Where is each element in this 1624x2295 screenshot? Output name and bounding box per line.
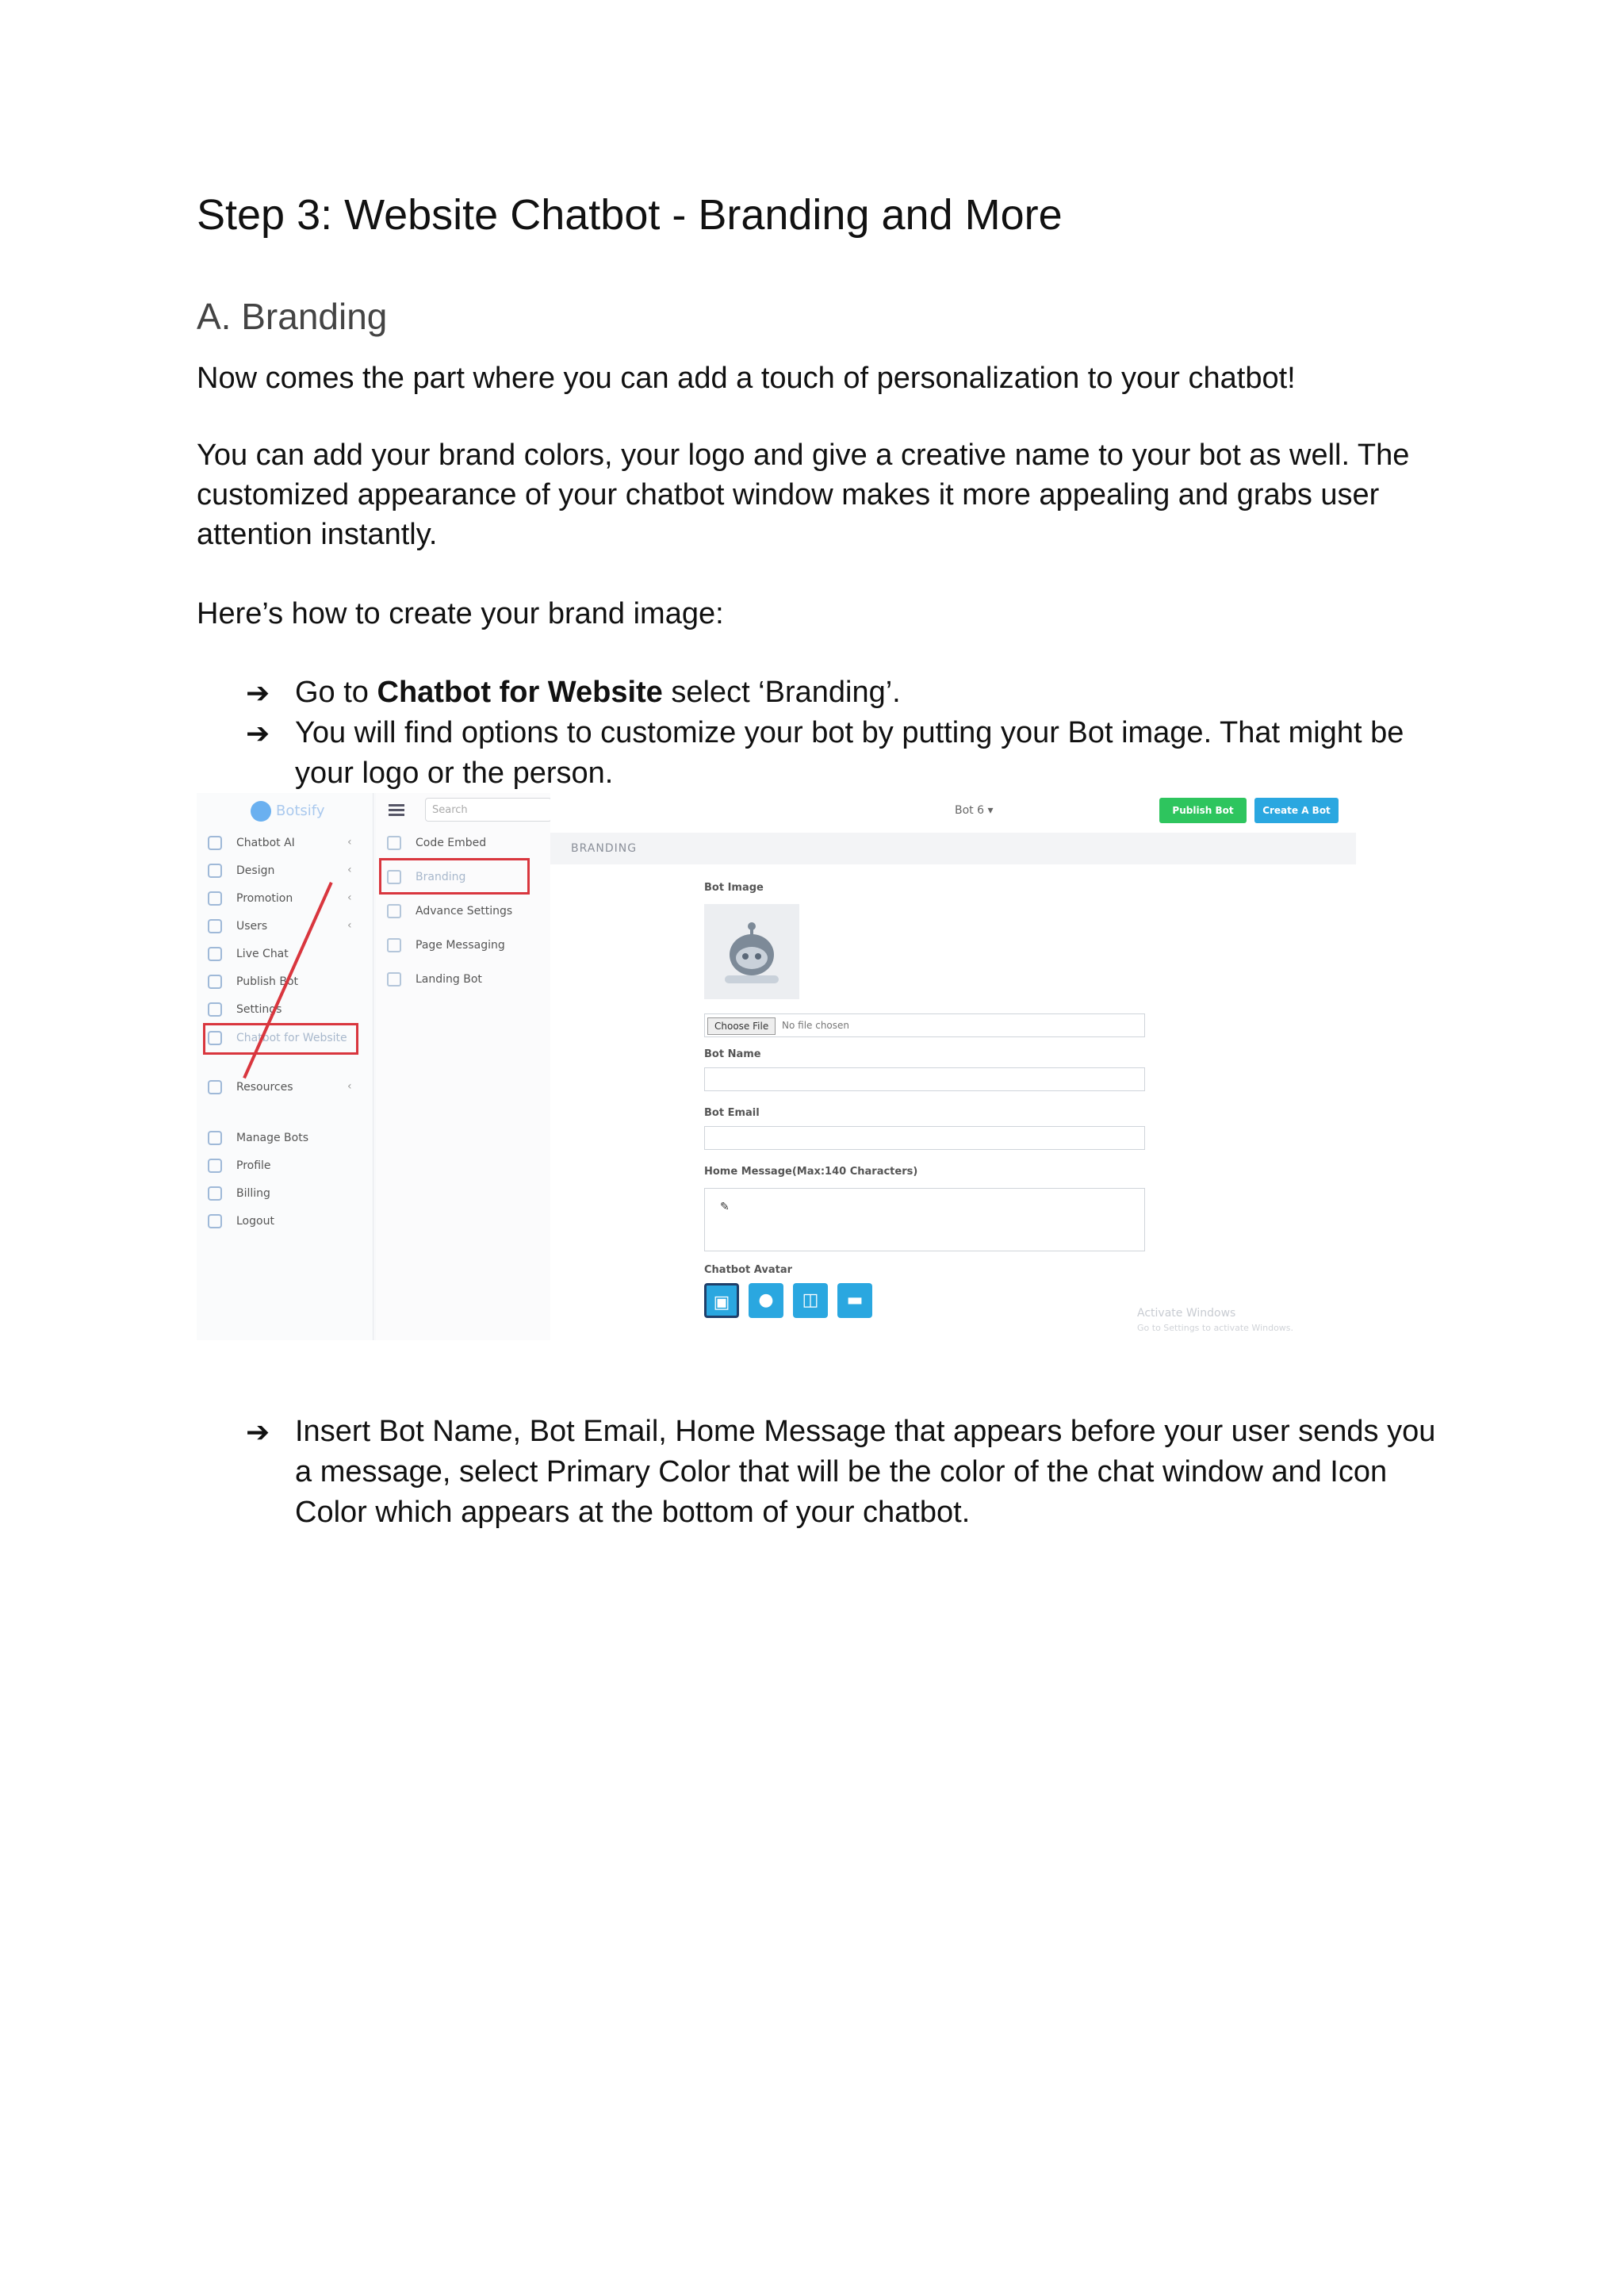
activate-windows-watermark: Activate Windows	[1137, 1307, 1236, 1320]
paragraph-brand-colors: You can add your brand colors, your logo and give a creative name to your bot as well. The customized appearance of your chatbot window makes it more appealing and grabs user attention instantly.	[197, 439, 1410, 551]
arrow-icon: ➔	[246, 676, 270, 709]
billing-icon	[208, 1186, 222, 1201]
settings-icon	[387, 904, 401, 918]
section-heading: A. Branding	[197, 296, 388, 337]
breadcrumb-bar	[550, 833, 1356, 864]
profile-icon	[208, 1159, 222, 1173]
code-icon	[387, 836, 401, 850]
search-input[interactable]: Search	[425, 798, 552, 822]
highlight-chatbot-for-website	[203, 1023, 358, 1055]
avatar-option-message-icon[interactable]: ▬	[837, 1283, 872, 1318]
bullet-text: Go to Chatbot for Website select ‘Branding’.	[295, 676, 901, 709]
highlight-branding	[379, 858, 530, 895]
sidebar-item-chatbot-ai[interactable]: Chatbot AI ‹	[208, 833, 366, 855]
design-icon	[208, 864, 222, 878]
subnav-item-branding[interactable]: Branding	[387, 867, 546, 889]
landing-icon	[387, 972, 401, 987]
sidebar-item-resources[interactable]: Resources ‹	[208, 1077, 366, 1099]
branding-screenshot	[197, 793, 1356, 1340]
avatar-option-square-bubbles-icon[interactable]: ◫	[793, 1283, 828, 1318]
bot-name-label: Bot Name	[704, 1048, 761, 1060]
arrow-icon: ➔	[246, 1416, 270, 1448]
paragraph-how-to: Here’s how to create your brand image:	[197, 597, 724, 630]
file-status: No file chosen	[782, 1020, 850, 1031]
bullet-text: You will find options to customize your bot by putting your Bot image. That might be your logo or the person.	[295, 716, 1404, 790]
robot-icon	[720, 920, 783, 983]
sidebar-item-chatbot-for-website[interactable]: Chatbot for Website	[208, 1028, 366, 1050]
sidebar-item-manage-bots[interactable]: Manage Bots	[208, 1128, 366, 1150]
sidebar-item-publish-bot[interactable]: Publish Bot	[208, 971, 366, 994]
bold-text: Chatbot for Website	[377, 676, 663, 709]
logo: Botsify	[276, 803, 325, 819]
sidebar-item-profile[interactable]: Profile	[208, 1155, 366, 1178]
sub-navigation	[376, 793, 551, 1340]
chatbot-icon	[208, 836, 222, 850]
bot-name-input[interactable]	[704, 1067, 1145, 1091]
home-message-textarea[interactable]	[704, 1188, 1145, 1251]
sidebar-item-logout[interactable]: Logout	[208, 1211, 366, 1233]
breadcrumb: BRANDING	[571, 842, 638, 855]
pencil-icon: ✎	[720, 1201, 730, 1213]
subnav-item-code-embed[interactable]: Code Embed	[387, 833, 546, 855]
activate-windows-note: Go to Settings to activate Windows.	[1137, 1323, 1294, 1333]
avatar-option-chat-bubbles-icon[interactable]: ▣	[704, 1283, 739, 1318]
branding-form	[550, 864, 1356, 1340]
choose-file-button[interactable]: Choose File	[707, 1017, 776, 1035]
publish-bot-button[interactable]: Publish Bot	[1159, 798, 1247, 823]
sidebar-item-promotion[interactable]: Promotion ‹	[208, 888, 366, 910]
create-bot-button[interactable]: Create A Bot	[1254, 798, 1339, 823]
bot-selector[interactable]: Bot 6 ▾	[955, 804, 994, 817]
menu-icon[interactable]	[389, 804, 404, 807]
avatar-option-round-bubble-icon[interactable]: ●	[749, 1283, 783, 1318]
resources-icon	[208, 1080, 222, 1094]
users-icon	[208, 919, 222, 933]
sidebar-item-settings[interactable]: Settings	[208, 999, 366, 1021]
chat-icon	[208, 947, 222, 961]
sidebar-item-users[interactable]: Users ‹	[208, 916, 366, 938]
subnav-item-landing-bot[interactable]: Landing Bot	[387, 969, 546, 991]
sidebar-item-billing[interactable]: Billing	[208, 1183, 366, 1205]
promotion-icon	[208, 891, 222, 906]
logo-icon	[251, 801, 271, 822]
bot-image-label: Bot Image	[704, 882, 764, 894]
bot-image-preview	[704, 904, 799, 999]
publish-icon	[208, 975, 222, 989]
bot-email-label: Bot Email	[704, 1107, 760, 1119]
document-title: Step 3: Website Chatbot - Branding and More	[197, 191, 1063, 239]
message-icon	[387, 938, 401, 952]
gear-icon	[208, 1002, 222, 1017]
logout-icon	[208, 1214, 222, 1228]
sidebar-item-live-chat[interactable]: Live Chat	[208, 944, 366, 966]
bullet-text: Insert Bot Name, Bot Email, Home Message that appears before your user sends you a message, select Primary Color that will be the color of the chat window and Icon Color which appears at the bottom of your chatbot.	[295, 1415, 1436, 1529]
chatbot-avatar-label: Chatbot Avatar	[704, 1264, 793, 1276]
sidebar-item-design[interactable]: Design ‹	[208, 860, 366, 883]
manage-icon	[208, 1131, 222, 1145]
arrow-icon: ➔	[246, 717, 270, 749]
paragraph-intro: Now comes the part where you can add a touch of personalization to your chatbot!	[197, 362, 1296, 395]
home-message-label: Home Message(Max:140 Characters)	[704, 1166, 918, 1178]
subnav-item-advance-settings[interactable]: Advance Settings	[387, 901, 546, 923]
sidebar	[197, 793, 373, 1340]
bot-email-input[interactable]	[704, 1126, 1145, 1150]
subnav-item-page-messaging[interactable]: Page Messaging	[387, 935, 546, 957]
